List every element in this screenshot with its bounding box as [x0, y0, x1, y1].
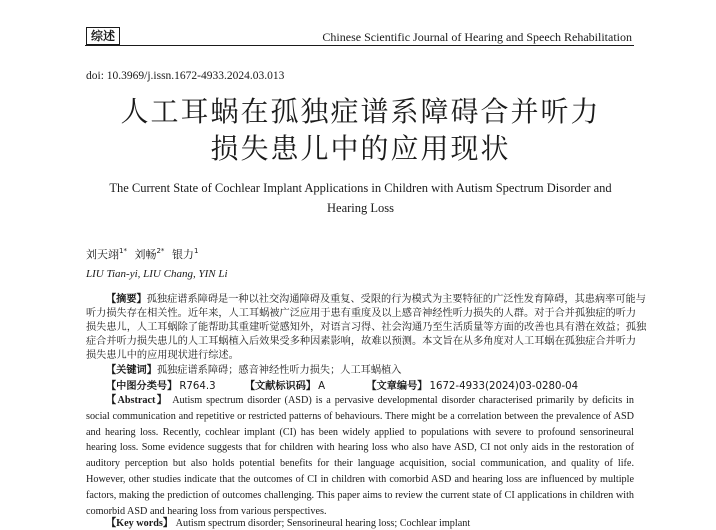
abstract-en-line: auditory perception but also holds potential benefits for their language acquisition, social communication, and quality of life. — [86, 458, 634, 470]
author-name: 刘天翊 — [86, 248, 119, 261]
title-en-line2: Hearing Loss — [327, 201, 394, 215]
article-number-label: 【文章编号】 — [366, 381, 428, 392]
clc-value: R764.3 — [179, 381, 216, 392]
abstract-cn-line: 损失患儿中的应用现状进行综述。 — [86, 350, 239, 361]
journal-name: Chinese Scientific Journal of Hearing and Speech Rehabilitation — [322, 30, 632, 44]
author-name: 银力 — [171, 248, 194, 261]
authors-en: LIU Tian-yi, LIU Chang, YIN Li — [86, 268, 228, 280]
title-cn-line2: 损失患儿中的应用现状 — [210, 132, 511, 165]
author-affiliation-mark: 2* — [156, 247, 165, 255]
abstract-cn-line: 损失患儿，人工耳蜗除了能帮助其重建听觉感知外，对语言习得、社会沟通乃至生活质量等方面的改善也具有潜在效益；孤独 — [86, 322, 647, 333]
abstract-en-line: However, other studies indicate that the outcomes of CI in children with comorbid ASD and hearing loss are influenced by multiple — [86, 473, 634, 485]
abstract-en-line: comorbid ASD and hearing loss from various perspectives. — [86, 505, 327, 517]
abstract-en-line: hearing loss. Some evidence suggests that for children with hearing loss who also have ASD, CI not only aids in the restoration of — [86, 442, 634, 454]
doc-code-label: 【文献标识码】 — [244, 381, 317, 392]
section-tag: 综述 — [86, 27, 120, 45]
abstract-en-line: factors, making the prediction of outcomes challenging. This paper aims to review the current state of CI applications in children with — [86, 489, 634, 501]
author-affiliation-mark: 1* — [119, 247, 127, 255]
abstract-en-text: Autism spectrum disorder (ASD) is a pervasive developmental disorder characterised primarily by deficits in — [172, 395, 634, 406]
title-en-line1: The Current State of Cochlear Implant Applications in Children with Autism Spectrum Disorder and — [109, 181, 612, 195]
abstract-en-label: 【Abstract】 — [106, 395, 169, 406]
keywords-cn — [106, 364, 401, 377]
doc-code-value: A — [318, 381, 326, 392]
abstract-en-line: and hearing loss. Recently, cochlear implant (CI) has been widely applied to populations with severe to profound sensorineural — [86, 426, 634, 438]
abstract-cn-line — [106, 293, 646, 306]
keywords-en-label: 【Key words】 — [106, 518, 174, 529]
abstract-cn-line: 听力损失存在相关性。近年来，人工耳蜗被广泛应用于患有重度及以上感音神经性听力损失的人群。对于合并孤独症的听力 — [86, 308, 637, 319]
author-affiliation-mark: 1 — [193, 247, 199, 255]
title-cn-line1: 人工耳蜗在孤独症谱系障碍合并听力 — [120, 95, 601, 128]
abstract-en-line: social communication and repetitive or restricted patterns of behaviours. There might be a correlation between the prevalence of ASD — [86, 410, 634, 422]
abstract-en — [86, 393, 634, 519]
keywords-cn-label: 【关键词】 — [106, 365, 157, 376]
classification-row — [106, 380, 578, 393]
clc-label: 【中图分类号】 — [106, 381, 178, 392]
abstract-cn-label: 【摘要】 — [106, 294, 147, 305]
doi[interactable]: doi: 10.3969/j.issn.1672-4933.2024.03.013 — [86, 70, 285, 82]
authors-cn — [86, 246, 202, 262]
abstract-en-line — [86, 393, 634, 409]
article-number-value: 1672-4933(2024)03-0280-04 — [429, 381, 579, 392]
keywords-en — [106, 514, 470, 529]
keywords-en-value: Autism spectrum disorder; Sensorineural hearing loss; Cochlear implant — [175, 518, 471, 529]
abstract-cn-line: 症合并听力损失患儿的人工耳蜗植入后效果受多种因素影响，故难以预测。本文旨在从多角度对人工耳蜗在孤独症合并听力 — [86, 336, 637, 347]
header-rule — [85, 45, 634, 46]
author-name: 刘畅 — [134, 248, 157, 261]
abstract-cn-text: 孤独症谱系障碍是一种以社交沟通障碍及重复、受限的行为模式为主要特征的广泛性发育障碍，其患病率可能与 — [146, 294, 646, 305]
keywords-cn-value: 孤独症谱系障碍；感音神经性听力损失；人工耳蜗植入 — [156, 365, 402, 376]
